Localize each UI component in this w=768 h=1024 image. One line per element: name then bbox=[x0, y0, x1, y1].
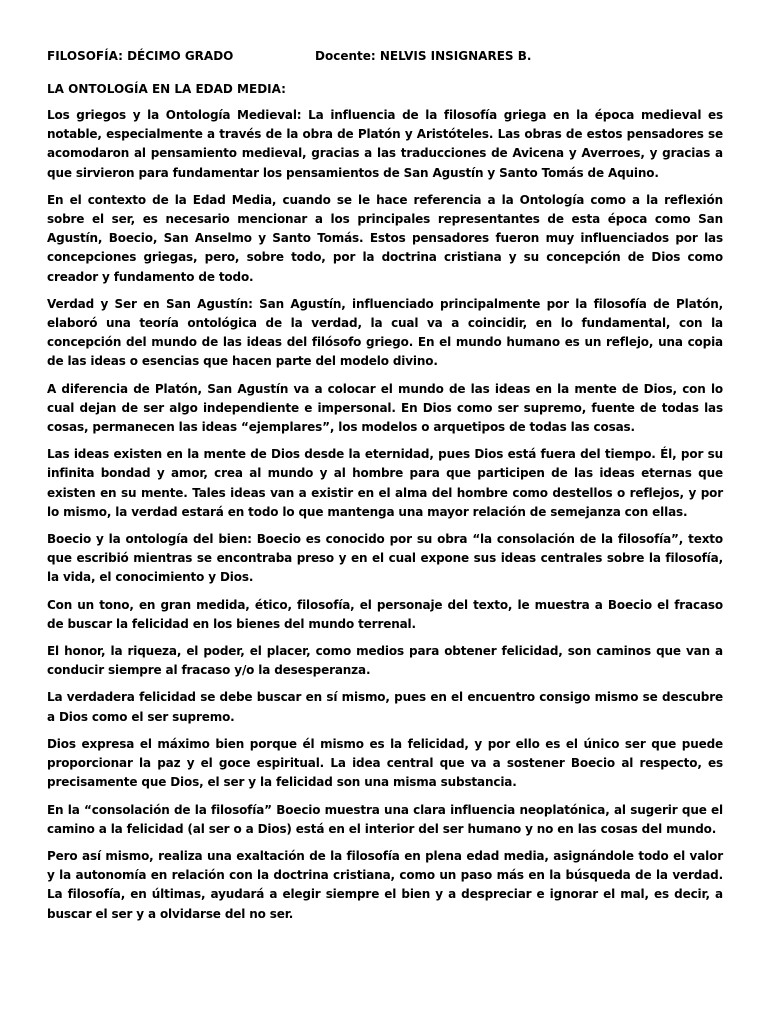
paragraph: Dios expresa el máximo bien porque él mismo es la felicidad, y por ello es el único ser que puede proporcionar la paz y el goce espiritual. La idea central que va a sostener Boecio al respecto, es precisamente que Dios, el ser y la felicidad son una misma substancia. bbox=[47, 736, 723, 790]
document-header bbox=[47, 46, 723, 66]
paragraph: En el contexto de la Edad Media, cuando se le hace referencia a la Ontología como a la reflexión sobre el ser, es necesario mencionar a los principales representantes de esta época como San Agustín, Boecio, San Anselmo y Santo Tomás. Estos pensadores fueron muy influenciados por las concepciones griegas, pero, sobre todo, por la doctrina cristiana y su concepción de Dios como creador y fundamento de todo. bbox=[47, 192, 723, 284]
paragraph: Boecio y la ontología del bien: Boecio es conocido por su obra “la consolación de la filosofía”, texto que escribió mientras se encontraba preso y en el cual expone sus ideas centrales sobre la filosofía, la vida, el conocimiento y Dios. bbox=[47, 532, 723, 585]
paragraph: En la “consolación de la filosofía” Boecio muestra una clara influencia neoplatónica, al sugerir que el camino a la felicidad (al ser o a Dios) está en el interior del ser humano y no en las cosas del mundo. bbox=[47, 802, 723, 836]
paragraph: Las ideas existen en la mente de Dios desde la eternidad, pues Dios está fuera del tiempo. Él, por su infinita bondad y amor, crea al mundo y al hombre para que participen de las ideas eternas que existen en su mente. Tales ideas van a existir en el alma del hombre como destellos o reflejos, y por lo mismo, la verdad estará en todo lo que mantenga una mayor relación de semejanza con ellas. bbox=[47, 447, 723, 519]
teacher-label: Docente: NELVIS INSIGNARES B. bbox=[315, 49, 532, 63]
subject-label: FILOSOFÍA: DÉCIMO GRADO bbox=[47, 49, 234, 63]
paragraph: A diferencia de Platón, San Agustín va a colocar el mundo de las ideas en la mente de Dios, con lo cual dejan de ser algo independiente e impersonal. En Dios como ser supremo, fuente de todas las cosas, permanecen las ideas “ejemplares”, los modelos o arquetipos de todas las cosas. bbox=[47, 381, 723, 435]
paragraph: Con un tono, en gran medida, ético, filosofía, el personaje del texto, le muestra a Boecio el fracaso de buscar la felicidad en los bienes del mundo terrenal. bbox=[47, 597, 723, 631]
paragraph: La verdadera felicidad se debe buscar en sí mismo, pues en el encuentro consigo mismo se descubre a Dios como el ser supremo. bbox=[47, 690, 723, 724]
document-page bbox=[47, 46, 723, 932]
document-title: LA ONTOLOGÍA EN LA EDAD MEDIA: bbox=[47, 82, 286, 96]
paragraph: Verdad y Ser en San Agustín: San Agustín, influenciado principalmente por la filosofía de Platón, elaboró una teoría ontológica de la verdad, la cual va a coincidir, en lo fundamental, con la concepción del mundo de las ideas del filósofo griego. En el mundo humano es un reflejo, una copia de las ideas o esencias que hacen parte del modelo divino. bbox=[47, 296, 723, 369]
paragraph: El honor, la riqueza, el poder, el placer, como medios para obtener felicidad, son caminos que van a conducir siempre al fracaso y/o la desesperanza. bbox=[47, 644, 723, 678]
paragraph: Los griegos y la Ontología Medieval: La influencia de la filosofía griega en la época medieval es notable, especialmente a través de la obra de Platón y Aristóteles. Las obras de estos pensadores se acomodaron al pensamiento medieval, gracias a las traducciones de Avicena y Averroes, y gracias a que sirvieron para fundamentar los pensamientos de San Agustín y Santo Tomás de Aquino. bbox=[47, 108, 723, 180]
paragraph: Pero así mismo, realiza una exaltación de la filosofía en plena edad media, asignándole todo el valor y la autonomía en relación con la doctrina cristiana, como un paso más en la búsqueda de la verdad. La filosofía, en últimas, ayudará a elegir siempre el bien y a despreciar e ignorar el mal, es decir, a buscar el ser y a olvidarse del no ser. bbox=[47, 848, 723, 921]
